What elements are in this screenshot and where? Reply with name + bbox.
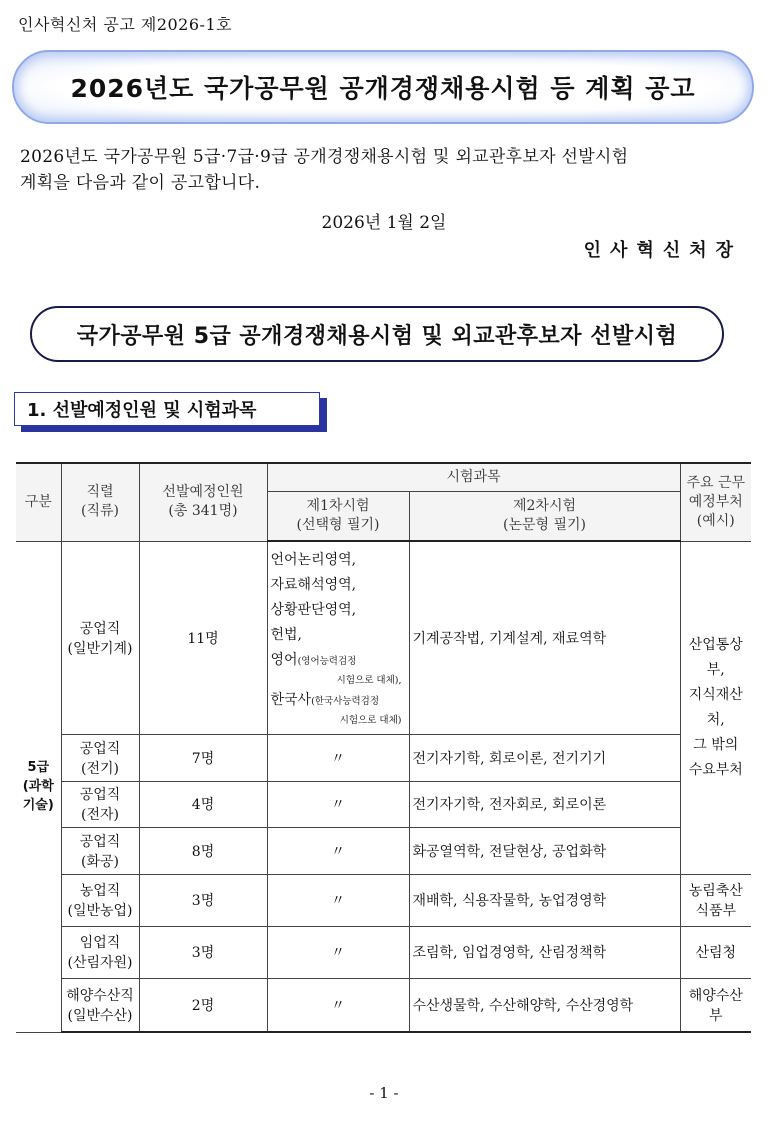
- position-cell: 공업직 (화공): [61, 827, 139, 874]
- position-cell: 농업직 (일반농업): [61, 874, 139, 926]
- department-cell: 농림축산 식품부: [680, 874, 751, 926]
- table-row: [16, 874, 751, 926]
- notice-number: 인사혁신처 공고 제2026-1호: [18, 15, 233, 34]
- position-cell: 공업직 (일반기계): [61, 541, 139, 734]
- second-exam-subjects: 전기자기학, 회로이론, 전기기기: [409, 734, 680, 781]
- second-exam-subjects: 수산생물학, 수산해양학, 수산경영학: [409, 978, 680, 1032]
- first-exam-ditto: 〃: [267, 926, 409, 978]
- table-row: [16, 734, 751, 781]
- announcement-date: 2026년 1월 2일: [321, 213, 447, 233]
- issuer: 인사혁신처장: [583, 240, 742, 261]
- header-second-exam: 제2차시험 (논문형 필기): [409, 491, 680, 541]
- section-heading: [14, 392, 320, 426]
- quota-cell: 8명: [139, 827, 267, 874]
- second-exam-subjects: 조림학, 임업경영학, 산림정책학: [409, 926, 680, 978]
- main-title-banner: [12, 50, 754, 124]
- header-position: 직렬 (직류): [61, 463, 139, 541]
- department-cell: 해양수산부: [680, 978, 751, 1032]
- table-row: [16, 541, 751, 734]
- exam-plan-table: [16, 462, 751, 1033]
- quota-cell: 2명: [139, 978, 267, 1032]
- quota-cell: 3명: [139, 926, 267, 978]
- header-department: 주요 근무 예정부처 (예시): [680, 463, 751, 541]
- department-cell: 산업통상부, 지식재산처, 그 밖의 수요부처: [680, 541, 751, 874]
- header-category: 구분: [16, 463, 61, 541]
- position-cell: 공업직 (전자): [61, 781, 139, 827]
- quota-cell: 3명: [139, 874, 267, 926]
- header-first-exam: 제1차시험 (선택형 필기): [267, 491, 409, 541]
- second-exam-subjects: 전기자기학, 전자회로, 회로이론: [409, 781, 680, 827]
- first-exam-ditto: 〃: [267, 827, 409, 874]
- quota-cell: 11명: [139, 541, 267, 734]
- page-number: - 1 -: [369, 1084, 399, 1102]
- position-cell: 임업직 (산림자원): [61, 926, 139, 978]
- position-cell: 해양수산직 (일반수산): [61, 978, 139, 1032]
- table-row: [16, 781, 751, 827]
- first-exam-ditto: 〃: [267, 781, 409, 827]
- sub-title: 국가공무원 5급 공개경쟁채용시험 및 외교관후보자 선발시험: [76, 323, 678, 349]
- table-row: [16, 978, 751, 1032]
- first-exam-ditto: 〃: [267, 734, 409, 781]
- position-cell: 공업직 (전기): [61, 734, 139, 781]
- first-exam-ditto: 〃: [267, 874, 409, 926]
- second-exam-subjects: 재배학, 식용작물학, 농업경영학: [409, 874, 680, 926]
- intro-line-2: 계획을 다음과 같이 공고합니다.: [20, 173, 261, 193]
- header-quota: 선발예정인원 (총 341명): [139, 463, 267, 541]
- intro-line-1: 2026년도 국가공무원 5급·7급·9급 공개경쟁채용시험 및 외교관후보자 선발시험: [20, 147, 629, 167]
- quota-cell: 4명: [139, 781, 267, 827]
- first-exam-ditto: 〃: [267, 978, 409, 1032]
- department-cell: 산림청: [680, 926, 751, 978]
- intro-paragraph: [20, 144, 750, 196]
- second-exam-subjects: 화공열역학, 전달현상, 공업화학: [409, 827, 680, 874]
- grade-cell: 5급 (과학 기술): [16, 541, 61, 1032]
- table-row: [16, 827, 751, 874]
- main-title: 2026년도 국가공무원 공개경쟁채용시험 등 계획 공고: [70, 74, 696, 103]
- first-exam-subjects: 언어논리영역, 자료해석영역, 상황판단영역, 헌법, 영어(영어능력검정 시험으로 대체), 한국사(한국사능력검정 시험으로 대체): [267, 541, 409, 734]
- quota-cell: 7명: [139, 734, 267, 781]
- section-title: 1. 선발예정인원 및 시험과목: [27, 400, 257, 421]
- header-subjects: 시험과목: [267, 463, 680, 491]
- sub-title-banner: [30, 306, 724, 362]
- second-exam-subjects: 기계공작법, 기계설계, 재료역학: [409, 541, 680, 734]
- table-row: [16, 926, 751, 978]
